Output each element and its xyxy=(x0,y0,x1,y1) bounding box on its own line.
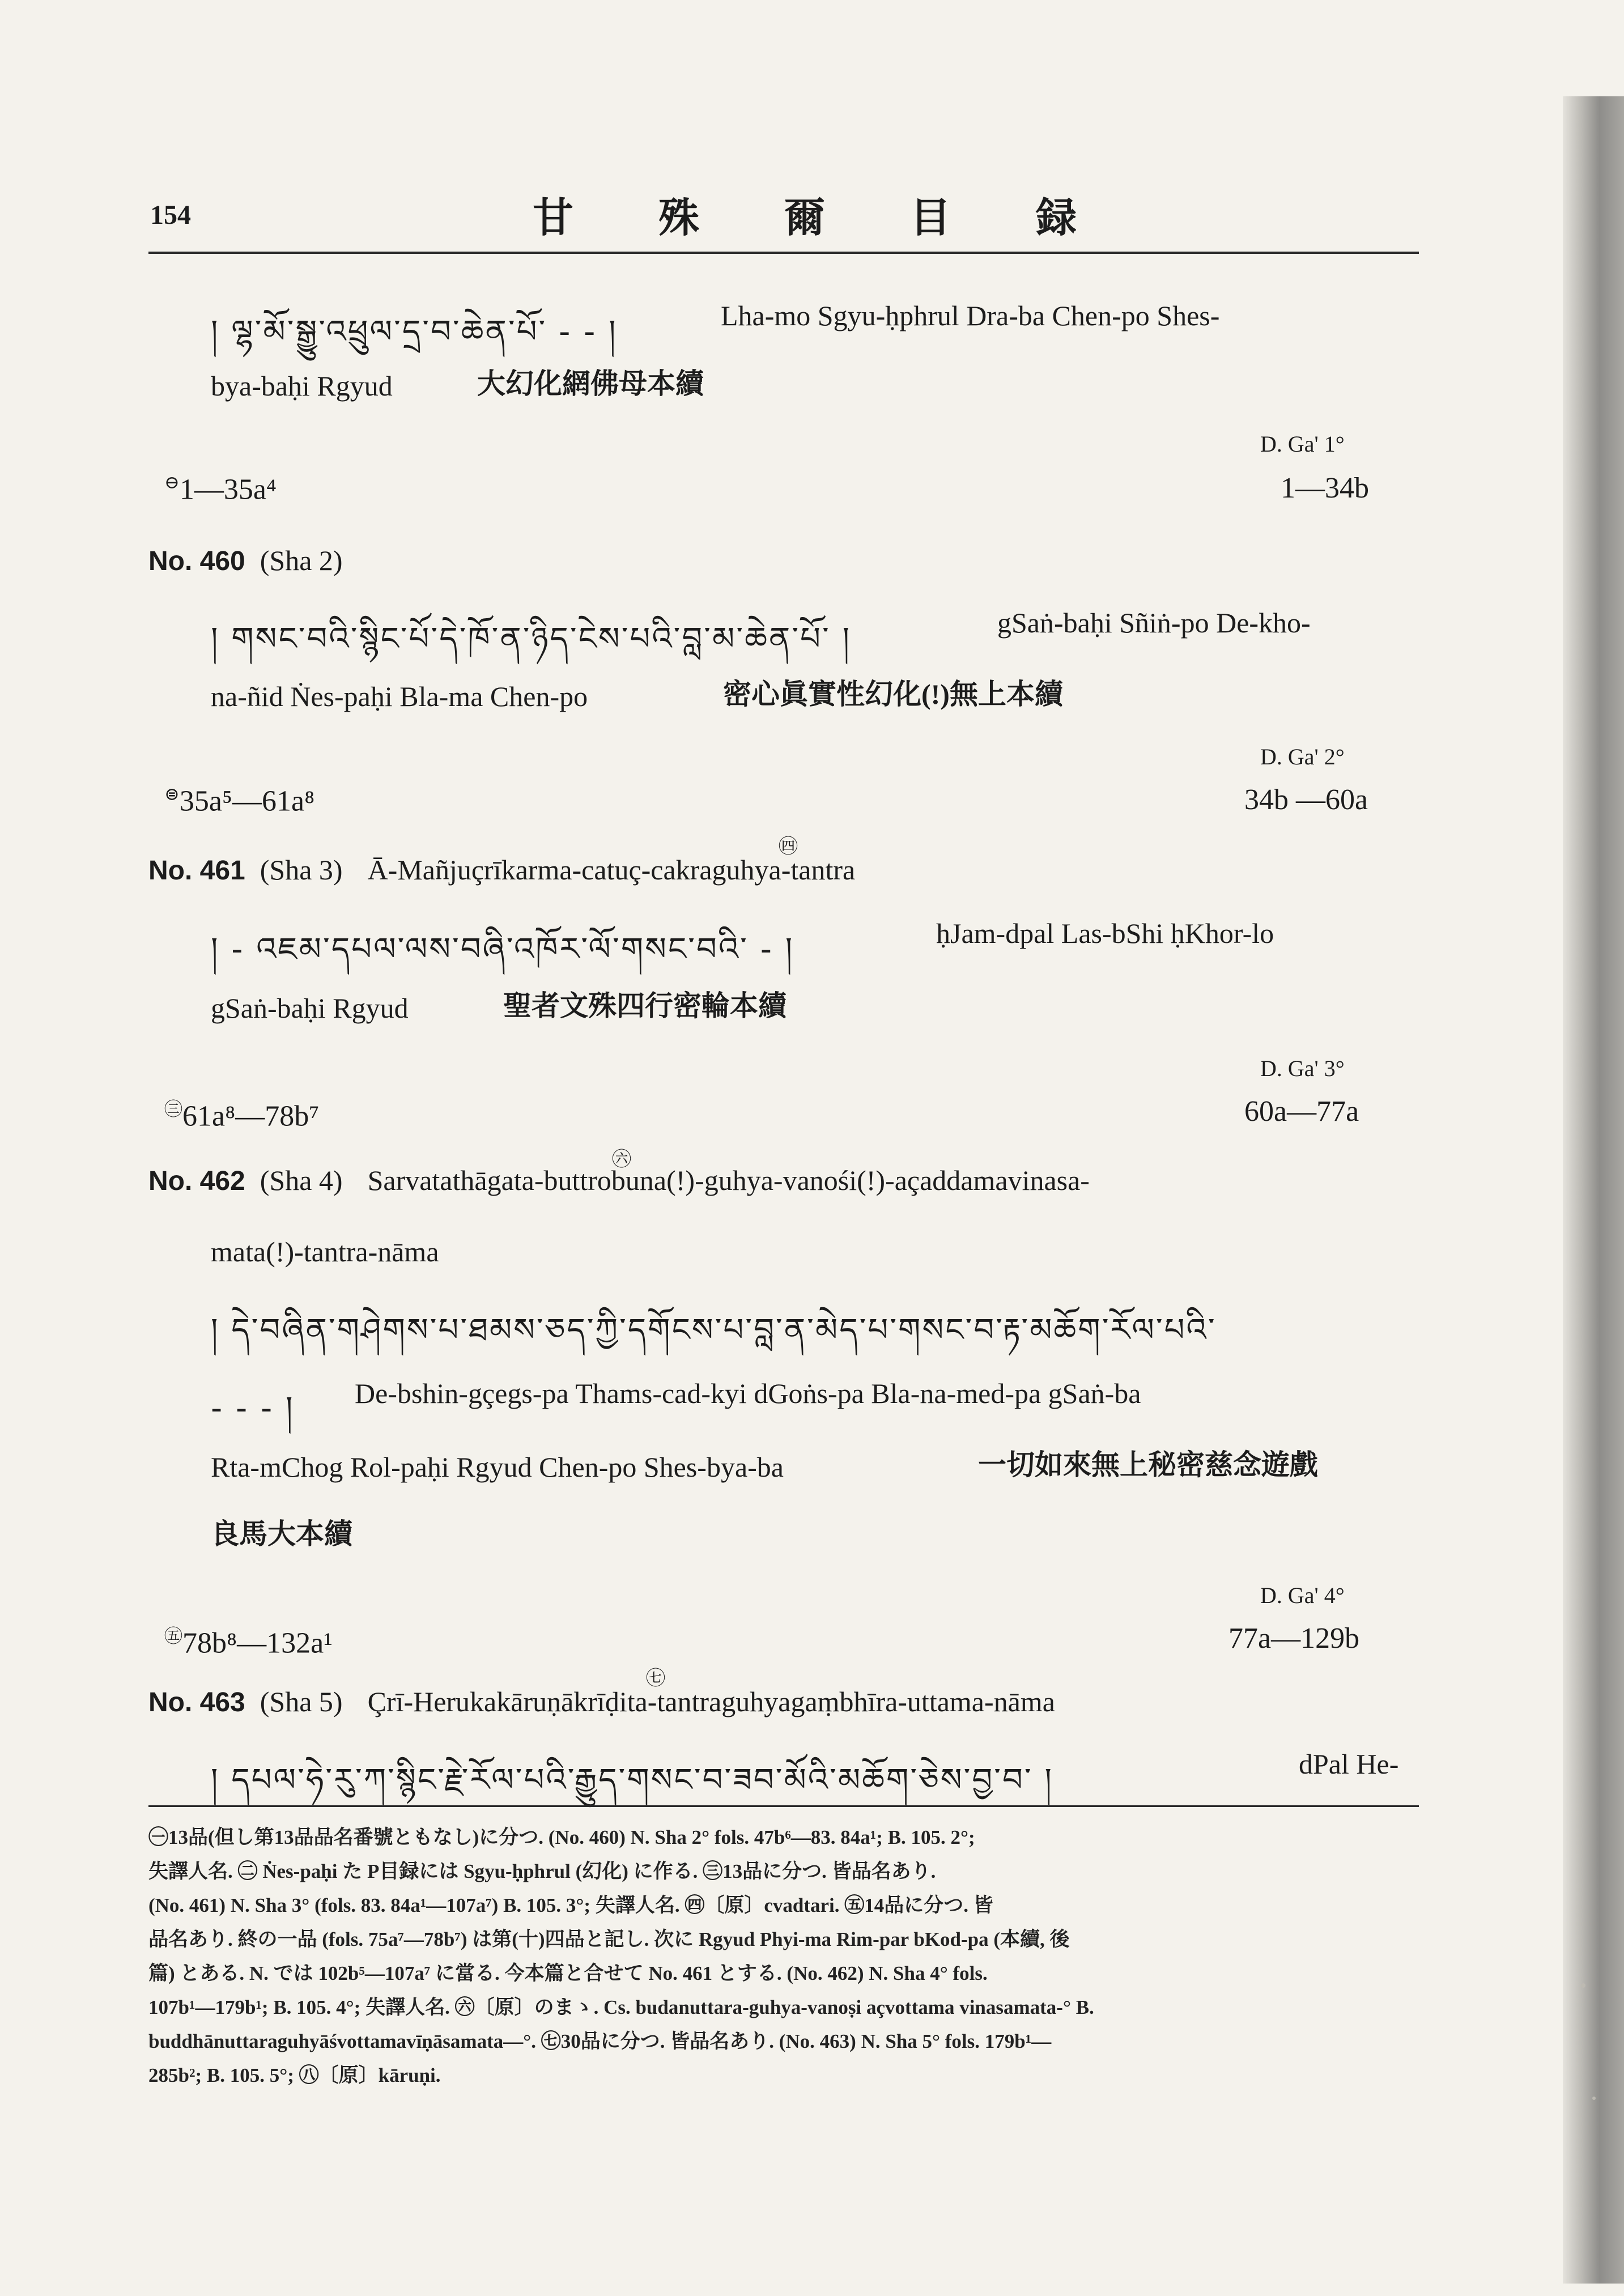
chinese-title: 大幻化網佛母本續 xyxy=(477,368,704,399)
entry-number: No. 463 xyxy=(148,1687,245,1717)
footnote-marker: ㊅ xyxy=(612,1149,631,1170)
tibetan-title: ། དཔལ་ཧེ་རུ་ཀ་སྙིང་རྗེ་རོལ་པའི་རྒྱུད་གསང་བ་ཟབ་མོའི་མཆོག་ཅེས་བྱ་བ་ ། xyxy=(211,1762,1053,1798)
footnote-line: (No. 461) N. Sha 3° (fols. 83. 84a¹—107a⁷) B. 105. 3°; 失譯人名. ㊃〔原〕cvadtari. ㊄14品に分つ. 皆 xyxy=(148,1894,993,1916)
folio-range-derge: 34b —60a xyxy=(1244,784,1368,816)
entry-heading xyxy=(148,854,855,886)
page-number: 154 xyxy=(150,200,191,230)
running-title: 甘殊爾目録 xyxy=(533,195,1162,241)
header-rule xyxy=(148,252,1419,254)
scan-speck xyxy=(1581,1983,1585,1988)
footnote-marker: ㊆ xyxy=(646,1668,665,1689)
folio-range-derge: 1—34b xyxy=(1281,472,1369,504)
chinese-title: 一切如來無上秘密慈念遊戲 xyxy=(978,1449,1318,1481)
tibetan-title: ། གསང་བའི་སྙིང་པོ་དེ་ཁོ་ན་ཉིད་ངེས་པའི་བླ་མ་ཆེན་པོ་ ། xyxy=(211,620,852,657)
folio-range-derge: 60a—77a xyxy=(1244,1095,1359,1128)
romanized-title-cont: bya-baḥi Rgyud xyxy=(211,370,393,402)
chinese-title: 密心眞實性幻化(!)無上本續 xyxy=(723,678,1063,710)
page-edge-shadow xyxy=(1563,96,1624,2284)
footnote-marker: ⊜ xyxy=(164,784,180,804)
scan-speck xyxy=(1592,2097,1596,2100)
tibetan-title-cont: - - - ། xyxy=(211,1390,295,1427)
entry-heading xyxy=(148,1686,1055,1718)
footnote-line: ㊀13品(但し第13品品名番號ともなし)に分つ. (No. 460) N. Sha 2° fols. 47b⁶—83. 84a¹; B. 105. 2°; xyxy=(148,1826,975,1848)
footnote-marker: ㊄ xyxy=(164,1626,183,1646)
sanskrit-title-cont: mata(!)-tantra-nāma xyxy=(211,1236,439,1268)
entry-heading xyxy=(148,1165,1090,1197)
folio-range-narthang xyxy=(164,1622,333,1660)
folio-range-narthang xyxy=(164,783,314,818)
romanized-title: dPal He- xyxy=(1299,1748,1399,1780)
sanskrit-title: Ā-Mañjuçrīkarma-catuç-cakraguhya-tantra xyxy=(367,854,856,886)
footnote-line: 107b¹—179b¹; B. 105. 4°; 失譯人名. ㊅〔原〕のまゝ. Cs. budanuttara-guhya-vanoṣi açvottama vinasamata-° B. xyxy=(148,1996,1094,2018)
romanized-title: gSaṅ-baḥi Sñiṅ-po De-kho- xyxy=(997,607,1311,639)
tibetan-title: ། དེ་བཞིན་གཤེགས་པ་ཐམས་ཅད་ཀྱི་དགོངས་པ་བླ་ན་མེད་པ་གསང་བ་རྟ་མཆོག་རོལ་པའི་ xyxy=(211,1312,1217,1349)
footnote-line: 篇) とある. N. では 102b⁵—107a⁷ に當る. 今本篇と合せて No. 461 とする. (No. 462) N. Sha 4° fols. xyxy=(148,1962,988,1984)
derge-reference: D. Ga' 4° xyxy=(1260,1583,1345,1608)
sha-number: (Sha 5) xyxy=(260,1686,343,1717)
footnote-rule xyxy=(148,1805,1419,1807)
romanized-title: De-bshin-gçegs-pa Thams-cad-kyi dGoṅs-pa Bla-na-med-pa gSaṅ-ba xyxy=(355,1377,1141,1409)
romanized-title-cont: Rta-mChog Rol-paḥi Rgyud Chen-po Shes-bya-ba xyxy=(211,1451,784,1483)
sanskrit-title: Sarvatathāgata-buttrobuna(!)-guhya-vanośi(!)-açaddamavinasa- xyxy=(367,1164,1090,1196)
derge-reference: D. Ga' 2° xyxy=(1260,744,1345,769)
folio-range-derge: 77a—129b xyxy=(1228,1622,1360,1655)
chinese-title: 聖者文殊四行密輪本續 xyxy=(503,990,787,1022)
romanized-title: Lha-mo Sgyu-ḥphrul Dra-ba Chen-po Shes- xyxy=(721,300,1220,331)
entry-number: No. 462 xyxy=(148,1166,245,1196)
folio-left: 61a⁸—78b⁷ xyxy=(182,1100,320,1133)
romanized-title-cont: na-ñid Ṅes-paḥi Bla-ma Chen-po xyxy=(211,681,588,712)
folio-left: 78b⁸—132a¹ xyxy=(182,1627,333,1660)
footnote-line: 品名あり. 終の一品 (fols. 75a⁷—78b⁷) は第(十)四品と記し. 次に Rgyud Phyi-ma Rim-par bKod-pa (本續, 後 xyxy=(148,1928,1070,1950)
folio-range-narthang xyxy=(164,1095,319,1133)
footnote-line: 失譯人名. ㊁ Ṅes-paḥi た P目録には Sgyu-ḥphrul (幻化) に作る. ㊂13品に分つ. 皆品名あり. xyxy=(148,1860,936,1882)
entry-heading xyxy=(148,545,343,577)
entry-number: No. 461 xyxy=(148,856,245,886)
derge-reference: D. Ga' 3° xyxy=(1260,1056,1345,1081)
footnote-line: 285b²; B. 105. 5°; ㊇〔原〕kāruṇi. xyxy=(148,2064,441,2086)
romanized-title: ḥJam-dpal Las-bShi ḥKhor-lo xyxy=(936,917,1274,949)
folio-range-narthang xyxy=(164,471,277,506)
romanized-title-cont: gSaṅ-baḥi Rgyud xyxy=(211,992,409,1024)
sha-number: (Sha 2) xyxy=(260,545,343,576)
tibetan-title: ། ལྷ་མོ་སྒྱུ་འཕྲུལ་དྲ་བ་ཆེན་པོ་ - - ། xyxy=(211,313,618,350)
footnote-marker: ㊃ xyxy=(779,836,798,857)
folio-left: 1—35a⁴ xyxy=(179,473,277,506)
chinese-title-cont: 良馬大本續 xyxy=(211,1518,352,1550)
sanskrit-title: Çrī-Herukakāruṇākrīḍita-tantraguhyagaṃbhīra-uttama-nāma xyxy=(367,1686,1055,1717)
tibetan-title: ། - འཇམ་དཔལ་ལས་བཞི་འཁོར་ལོ་གསང་བའི་ - ། xyxy=(211,931,794,968)
footnote-marker: ⊖ xyxy=(164,472,180,492)
folio-left: 35a⁵—61a⁸ xyxy=(179,785,315,818)
derge-reference: D. Ga' 1° xyxy=(1260,431,1345,457)
sha-number: (Sha 3) xyxy=(260,854,343,886)
sha-number: (Sha 4) xyxy=(260,1164,343,1196)
footnote-line: buddhānuttaraguhyāśvottamavīṇāsamata—°. ㊆30品に分つ. 皆品名あり. (No. 463) N. Sha 5° fols. 179b¹— xyxy=(148,2030,1052,2052)
entry-number: No. 460 xyxy=(148,546,245,576)
footnote-marker: ㊂ xyxy=(164,1099,183,1119)
